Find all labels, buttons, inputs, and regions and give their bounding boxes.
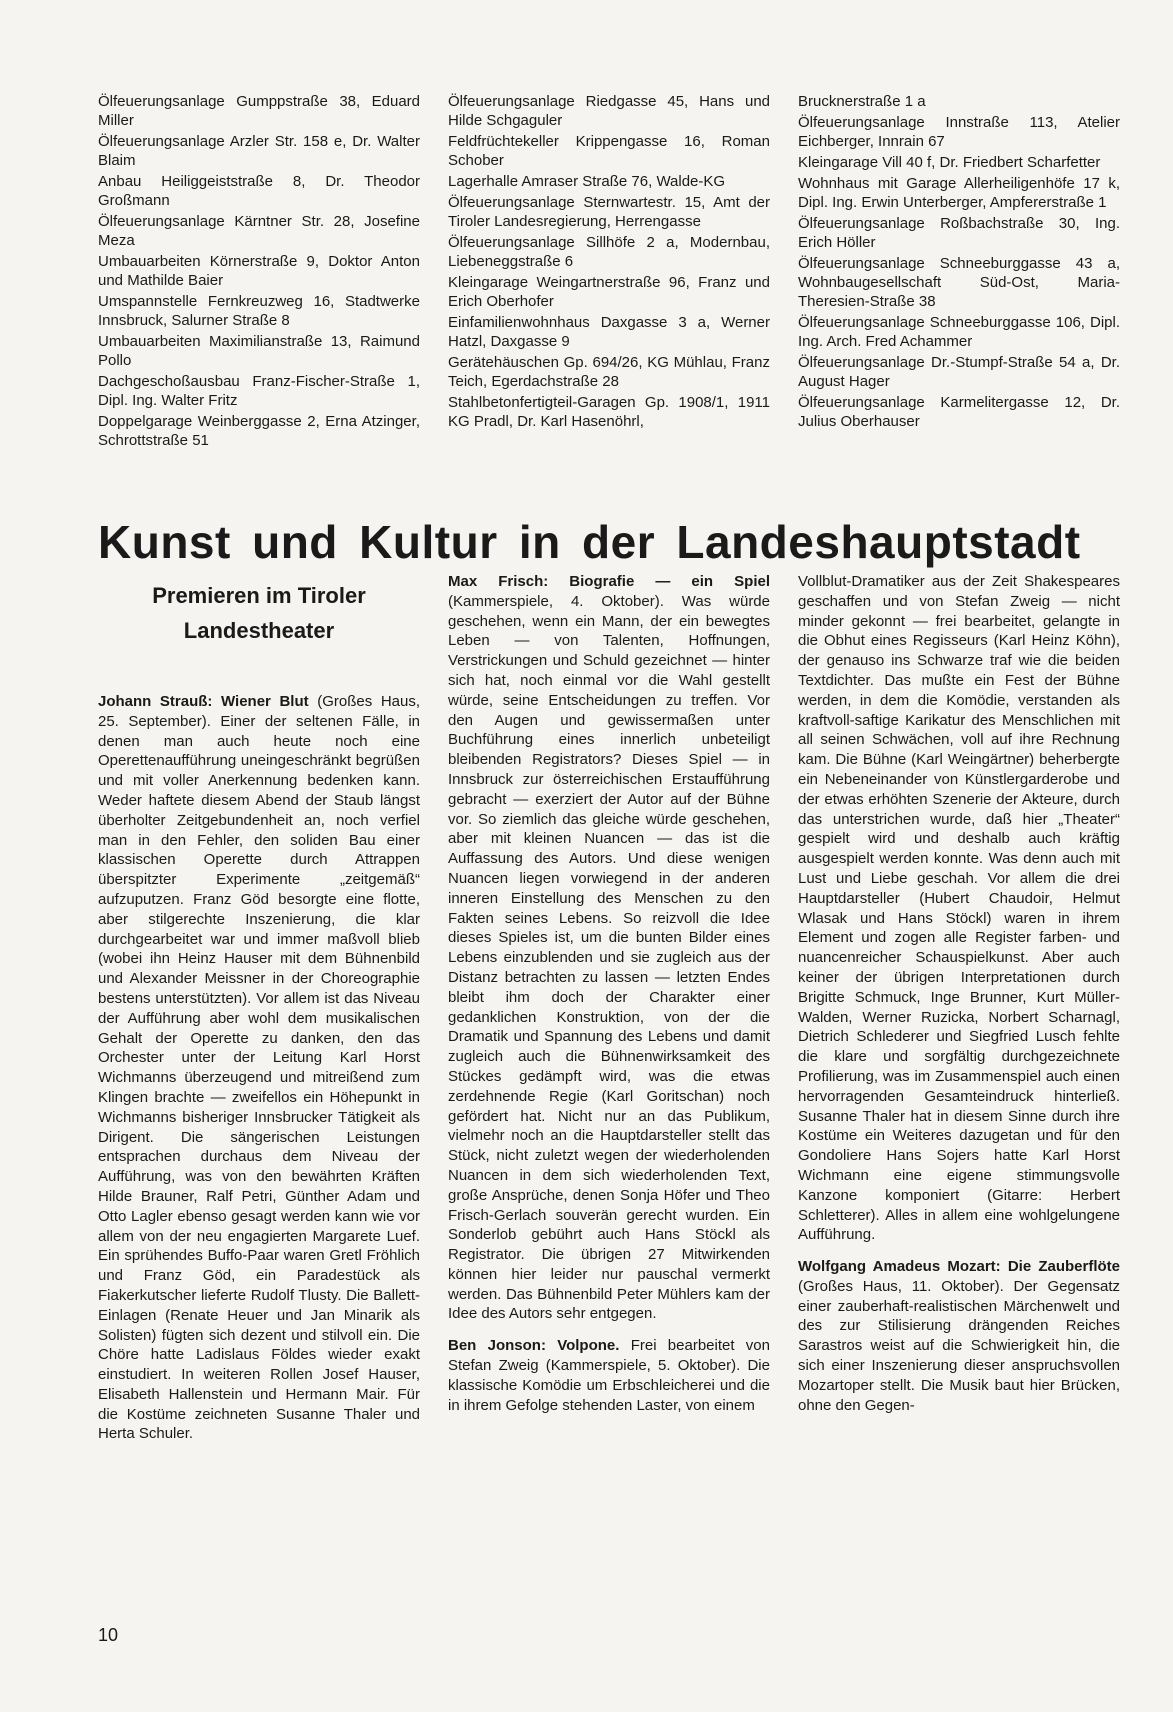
review-title: Johann Strauß: Wiener Blut [98, 693, 309, 710]
list-item: Ölfeuerungsanlage Arzler Str. 158 e, Dr. Walter Blaim [98, 133, 420, 169]
list-item: Ölfeuerungsanlage Gumppstraße 38, Eduard Miller [98, 93, 420, 129]
list-item: Ölfeuerungsanlage Kärntner Str. 28, Josefine Meza [98, 213, 420, 249]
list-item: Dachgeschoßausbau Franz-Fischer-Straße 1, Dipl. Ing. Walter Fritz [98, 373, 420, 409]
list-item: Ölfeuerungsanlage Karmelitergasse 12, Dr. Julius Oberhauser [798, 394, 1120, 430]
review-zauberfloete [798, 1257, 1120, 1415]
review-text: Frei bearbeitet von Stefan Zweig (Kammerspiele, 5. Oktober). Die klassische Komödie um Erbschleicherei und die in ihrem Gefolge stehenden Laster, von einem [448, 1337, 770, 1414]
review-volpone [448, 1336, 770, 1415]
section-subheading [98, 578, 420, 648]
list-item: Kleingarage Weingartnerstraße 96, Franz und Erich Oberhofer [448, 274, 770, 310]
list-item: Brucknerstraße 1 a [798, 93, 926, 110]
list-item: Einfamilienwohnhaus Daxgasse 3 a, Werner Hatzl, Daxgasse 9 [448, 314, 770, 350]
list-item: Gerätehäuschen Gp. 694/26, KG Mühlau, Franz Teich, Egerdachstraße 28 [448, 354, 770, 390]
list-item: Ölfeuerungsanlage Riedgasse 45, Hans und Hilde Schgaguler [448, 93, 770, 129]
permits-column-1 [98, 92, 420, 452]
review-title: Wolfgang Amadeus Mozart: Die Zauberflöte [798, 1258, 1120, 1276]
review-wiener-blut [98, 692, 420, 1444]
list-item: Ölfeuerungsanlage Schneeburggasse 43 a, Wohnbaugesellschaft Süd-Ost, Maria-Theresien-Straße 38 [798, 255, 1120, 310]
list-item: Kleingarage Vill 40 f, Dr. Friedbert Scharfetter [798, 154, 1101, 171]
list-item: Umspannstelle Fernkreuzweg 16, Stadtwerke Innsbruck, Salurner Straße 8 [98, 293, 420, 329]
list-item: Ölfeuerungsanlage Dr.-Stumpf-Straße 54 a, Dr. August Hager [798, 354, 1120, 390]
list-item: Ölfeuerungsanlage Roßbachstraße 30, Ing. Erich Höller [798, 215, 1120, 251]
review-title: Max Frisch: Biografie — ein Spiel [448, 573, 770, 590]
review-text: Vollblut-Dramatiker aus der Zeit Shakespeares geschaffen und von Stefan Zweig — nicht minder gekonnt — frei bearbeitet, gelangte in die Obhut eines Regisseurs (Karl Heinz Köhn), der genauso ins Schwarze traf wie die beiden Textdichter. Das mußte ein Fest der Bühne werden, in dem die Komödie, verstanden als kraftvoll-saftige Karikatur des Menschlichen mit all seinen Schwächen, voll auf ihre Rechnung kam. Die Bühne (Karl Weingärtner) beherbergte ein Nebeneinander von Künstlergarderobe und der etwas erhöhten Szenerie der Akteure, durch das unterstrichen wurde, daß hier „Theater“ gespielt wird und deshalb auch kräftig ausgespielt werden konnte. Was denn auch mit Lust und Liebe geschah. Vor allem die drei Hauptdarsteller (Hubert Chaudoir, Helmut Wlasak und Hans Stöckl) waren in ihrem Element und zogen alle Register farben- und nuancenreicher Schauspielkunst. Aber auch keiner der übrigen Interpretationen durch Brigitte Schmuck, Inge Brunner, Kurt Müller-Walden, Werner Ruzicka, Norbert Scharnagl, Dietrich Schlederer und Siegfried Lusch fehlte die klare und sorgfältig durchgezeichnete Profilierung, was im Zusammenspiel auch einen hervorragenden Gesamteindruck hinterließ. Susanne Thaler hat in diesem Sinne durch ihre Kostüme ein Weiteres dazugetan und für den Gondoliere Hans Sojers hatte Karl Horst Wichmann eine eigene stimmungsvolle Kanzone komponiert (Gitarre: Herbert Schletterer). Alles in allem eine wohlgelungene Aufführung. [798, 573, 1120, 1244]
list-item: Wohnhaus mit Garage Allerheiligenhöfe 17 k, Dipl. Ing. Erwin Unterberger, Ampfererstraße 1 [798, 175, 1120, 211]
subheading-line-2: Landestheater [183, 618, 335, 643]
page-number: 10 [98, 1625, 119, 1645]
list-item: Umbauarbeiten Körnerstraße 9, Doktor Anton und Mathilde Baier [98, 253, 420, 289]
list-item: Ölfeuerungsanlage Schneeburggasse 106, Dipl. Ing. Arch. Fred Achammer [798, 314, 1120, 350]
list-item: Anbau Heiliggeiststraße 8, Dr. Theodor Großmann [98, 173, 420, 209]
review-column-1 [98, 572, 420, 1456]
review-volpone-continued [798, 572, 1120, 1245]
list-item: Ölfeuerungsanlage Sternwartestr. 15, Amt der Tiroler Landesregierung, Herrengasse [448, 194, 770, 230]
section-headline: Kunst und Kultur in der Landeshauptstadt [98, 515, 1081, 568]
list-item: Ölfeuerungsanlage Sillhöfe 2 a, Modernbau, Liebeneggstraße 6 [448, 234, 770, 270]
review-text: (Kammerspiele, 4. Oktober). Was würde geschehen, wenn ein Mann, der ein bewegtes Leben — von Talenten, Hoffnungen, Verstrickungen und Schuld gezeichnet — hinter sich hat, noch einmal vor die Wahl gestellt würde, seine Entscheidungen zu treffen. Vor den Augen und gewissermaßen unter Buchführung eines innerlich unbeteiligt bleibenden Registrators? Dieses Spiel — in Innsbruck zur österreichischen Erstaufführung gebracht — exerziert der Autor auf der Bühne vor. So ziemlich das gleiche würde geschehen, aber mit kleinen Nuancen — das ist die Auffassung des Autors. Und diese wenigen Nuancen liegen vorwiegend in der anderen inneren Einstellung des Menschen zu den Fakten seines Lebens. So reizvoll die Idee dieses Spieles ist, um die bunten Bilder eines Lebens einzublenden und sie zugleich aus der Distanz betrachten zu lassen — letzten Endes bleibt ihm doch der Charakter einer gedanklichen Konstruktion, von der die Dramatik und Spannung des Lebens und damit zugleich auch die Bühnenwirksamkeit des Stückes gedämpft wird, was die etwas zerdehnende Regie (Karl Goritschan) noch gefördert hat. Nicht nur an das Publikum, vielmehr noch an die Hauptdarsteller stellt das Stück, nicht zuletzt wegen der wiederholenden Nuancen in dem sich wiederholenden Text, große Ansprüche, denen Sonja Höfer und Theo Frisch-Gerlach souverän gerecht wurden. Ein Sonderlob gebührt auch Hans Stöckl als Registrator. Die übrigen 27 Mitwirkenden können hier leider nur pauschal vermerkt werden. Das Bühnenbild Peter Mühlers kam der Idee des Autors sehr entgegen. [448, 592, 770, 1323]
permits-column-3 [798, 92, 1120, 452]
list-item: Ölfeuerungsanlage Innstraße 113, Atelier Eichberger, Innrain 67 [798, 114, 1120, 150]
review-biografie [448, 572, 770, 1324]
review-text: (Großes Haus, 25. September). Einer der seltenen Fälle, in denen man auch heute noch eine Operettenaufführung uneingeschränkt begrüßen und mit voller Anerkennung bedenken kann. Weder haftete diesem Abend der Staub längst überholter Zeitgebundenheit an, noch verfiel man in den Fehler, den soliden Bau einer klassischen Operette durch Attrappen überspitzter Experimente „zeitgemäß“ aufzuputzen. Franz Göd besorgte eine flotte, aber stilgerechte Inszenierung, die klar durchgearbeitet war und immer maßvoll blieb (wobei ihn Heinz Hauser mit dem Bühnenbild und Alexander Meissner in der Choreographie bestens unterstützten). Vor allem ist das Niveau der Aufführung aber wohl dem musikalischen Gehalt der Operette zu danken, den das Orchester unter der Leitung Karl Horst Wichmanns überzeugend und mitreißend zum Klingen brachte — zweifellos ein Höhepunkt in Wichmanns bisheriger Innsbrucker Tätigkeit als Dirigent. Die sängerischen Leistungen entsprachen durchaus dem Niveau der Aufführung, was von den bewährten Kräften Hilde Brauner, Ralf Petri, Günther Adam und Otto Lagler ebenso gesagt werden kann wie vor allem von der neu engagierten Margarete Luef. Ein sprühendes Buffo-Paar waren Gretl Fröhlich und Franz Göd, ein Paradestück als Fiakerkutscher lieferte Rudolf Tlusty. Die Ballett-Einlagen (Renate Heuer und Jan Minarik als Solisten) fügten sich dezent und stilvoll ein. Die Chöre hatte Ladislaus Földes wieder exakt einstudiert. In weiteren Rollen Josef Hauser, Elisabeth Hallenstein und Hermann Mair. Für die Kostüme zeichneten Susanne Thaler und Herta Schuler. [98, 693, 421, 1443]
review-column-2 [448, 572, 770, 1456]
list-item: Stahlbetonfertigteil-Garagen Gp. 1908/1, 1911 KG Pradl, Dr. Karl Hasenöhrl, [448, 394, 770, 430]
theater-reviews [98, 572, 1120, 1456]
review-text: (Großes Haus, 11. Oktober). Der Gegensatz einer zauberhaft-realistischen Märchenwelt und des zur Stilisierung drängenden Reiches Sarastros weist auf die Schwierigkeit hin, die sich einer Inszenierung dieser anspruchsvollen Mozartoper stellt. Die Musik baut hier Brücken, ohne den Gegen- [798, 1277, 1120, 1414]
review-column-3 [798, 572, 1120, 1456]
review-title: Ben Jonson: Volpone. [448, 1337, 620, 1355]
list-item: Lagerhalle Amraser Straße 76, Walde-KG [448, 173, 726, 190]
subheading-line-1: Premieren im Tiroler [152, 583, 366, 608]
list-item: Umbauarbeiten Maximilianstraße 13, Raimund Pollo [98, 333, 420, 369]
building-permits-list [98, 92, 1120, 452]
permits-column-2 [448, 92, 770, 452]
list-item: Doppelgarage Weinberggasse 2, Erna Atzinger, Schrottstraße 51 [98, 413, 420, 449]
list-item: Feldfrüchtekeller Krippengasse 16, Roman Schober [448, 133, 770, 169]
